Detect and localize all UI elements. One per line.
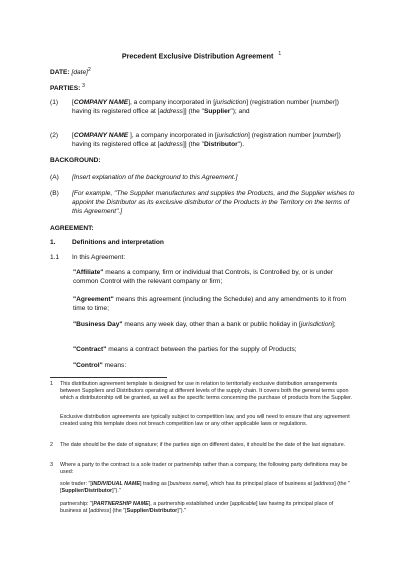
definition-affiliate: "Affiliate" means a company, firm or individual that Controls, is Controlled by, or is under common Control with the relevant company or firm;	[73, 269, 333, 285]
footnote-ref-1[interactable]: 1	[278, 51, 282, 57]
footnote-1: 1 This distribution agreement template is designed for use in relation to territorially exclusive distribution arrangements between Suppliers and Distributors operating at different levels of the supply chain. It covers both the general terms upon which a distributorship will be granted, as well as the specific terms concerning the purchase of products from the Supplier.	[50, 381, 353, 401]
footnote-1-paragraph-2: Exclusive distribution agreements are typically subject to competition law, and you will need to ensure that any agreement created using this template does not breach competition law or any other applicable laws or regulations.	[60, 414, 350, 427]
agreement-heading: AGREEMENT:	[50, 225, 94, 232]
parties-heading	[50, 84, 355, 93]
footnote-ref-3[interactable]: 3	[82, 82, 85, 89]
party-2: (2) [COMPANY NAME ], a company incorporated in [jurisdiction] (registration number [number]) having its registered office at [address]] (the "Distributor").	[50, 132, 341, 148]
definition-business-day: "Business Day" means any week day, other than a bank or public holiday in [jurisdiction];	[73, 321, 336, 328]
date-label: DATE:	[50, 69, 70, 76]
footnote-3-sole-trader: sole trader: "[INDIVIDUAL NAME] trading as [business name], which has its principal place of business at [address] (the "[Supplier/Distributor]")."	[60, 481, 350, 494]
definition-control: "Control" means:	[73, 362, 127, 369]
parties-label: PARTIES:	[50, 85, 81, 92]
definition-contract: "Contract" means a contract between the parties for the supply of Products;	[73, 346, 297, 353]
date-value: [date]	[71, 69, 88, 76]
clause-1-heading: 1. Definitions and interpretation	[50, 239, 164, 246]
footnote-ref-2[interactable]: 2	[88, 66, 91, 73]
footnote-2: 2 The date should be the date of signature; if the parties sign on different dates, it should be the date of the last signature.	[50, 442, 346, 448]
document-title: Precedent Exclusive Distribution Agreement $^1$	[121, 51, 282, 61]
footnote-3: 3 Where a party to the contract is a sole trader or partnership rather than a company, the following party definitions may be used:	[50, 462, 348, 475]
footnote-3-partnership: partnership: "[PARTNERSHIP NAME], a partnership established under [applicable] law having its principal place of business at [address] (the "[Supplier/Distributor]")."	[60, 501, 334, 514]
footnote-separator	[50, 377, 167, 378]
date-line	[50, 68, 355, 77]
party-1: (1) [COMPANY NAME], a company incorporated in [jurisdiction] (registration number [number]) having its registered office at [address]] (the "Supplier"); and	[50, 99, 339, 115]
definition-agreement: "Agreement" means this agreement (including the Schedule) and any amendments to it from time to time;	[73, 296, 347, 312]
background-b: (B) [For example, "The Supplier manufactures and supplies the Products, and the Supplier wishes to appoint the Distributor as its exclusive distributor of the Products in the Territory on the terms of this Agreement".]	[50, 190, 355, 215]
background-heading: BACKGROUND:	[50, 157, 101, 164]
background-a: (A) [Insert explanation of the background to this Agreement.]	[50, 174, 238, 181]
clause-1-1: 1.1 In this Agreement:	[50, 254, 126, 261]
